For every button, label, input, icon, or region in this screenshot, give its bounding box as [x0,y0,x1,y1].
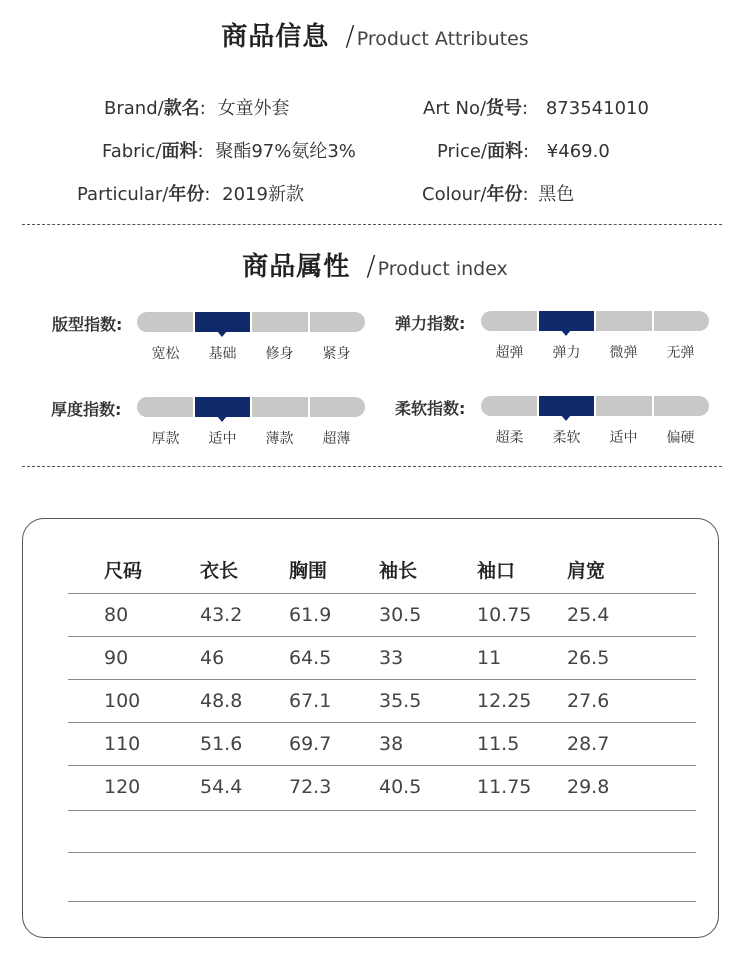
attr-art-no-cn: 货号 [486,98,523,119]
thickness-option: 适中 [208,431,237,447]
elastic-option: 弹力 [552,345,581,361]
attr-fabric-sep: : [197,141,204,162]
softness-index-label: 柔软指数: [395,399,466,418]
table-cell: 38 [379,733,404,755]
table-row [68,722,696,765]
fit-option: 宽松 [151,346,180,362]
elastic-option: 超弹 [495,345,524,361]
size-table-header [68,545,696,593]
fit-index-bar [137,312,365,332]
table-cell: 120 [104,776,141,798]
fit-segment [195,312,251,332]
table-cell: 51.6 [200,733,243,755]
table-cell: 11.5 [477,733,520,755]
title-cn: 商品信息 [221,22,330,52]
attr-price-en: Price/ [437,141,487,162]
table-cell: 11.75 [477,776,532,798]
attr-art-no-en: Art No/ [423,98,487,119]
table-cell: 11 [477,647,502,669]
header-size: 尺码 [104,559,143,582]
table-cell: 72.3 [289,776,332,798]
table-row [68,765,696,808]
table-cell: 10.75 [477,604,532,626]
table-empty-rule [68,810,696,811]
attr-art-no [423,94,649,120]
table-cell: 90 [104,647,129,669]
table-cell: 40.5 [379,776,422,798]
title-slash: / [345,19,355,52]
table-cell: 46 [200,647,225,669]
table-row [68,679,696,722]
index-title-en: Product index [377,258,508,280]
attr-fabric-en: Fabric/ [102,141,162,162]
attr-art-no-value: 873541010 [545,98,649,119]
attr-price-cn: 面料 [486,141,523,162]
thickness-segment [252,397,308,417]
header-length: 衣长 [200,559,239,582]
softness-option: 适中 [609,430,638,446]
attr-particular [77,180,304,206]
divider-top [22,224,722,225]
attr-colour-sep: : [522,184,529,205]
table-cell: 27.6 [567,690,610,712]
thickness-option: 超薄 [322,431,351,447]
attr-price-value: ¥469.0 [546,141,610,162]
elastic-segment [654,311,710,331]
attr-particular-value: 2019新款 [222,184,304,205]
attr-particular-en: Particular/ [77,184,169,205]
thickness-index-options [137,428,365,448]
fit-segment [252,312,308,332]
thickness-segment [137,397,193,417]
softness-segment [596,396,652,416]
product-index-title [0,246,750,283]
table-cell: 12.25 [477,690,532,712]
table-empty-rule [68,901,696,902]
softness-option: 柔软 [552,430,581,446]
table-cell: 25.4 [567,604,610,626]
header-bust: 胸围 [289,559,328,582]
attr-colour-en: Colour/ [422,184,487,205]
table-cell: 80 [104,604,129,626]
table-cell: 64.5 [289,647,332,669]
fit-option: 基础 [208,346,237,362]
softness-segment [481,396,537,416]
fit-index-label: 版型指数: [52,315,123,334]
thickness-option: 厚款 [151,431,180,447]
attr-price [437,137,610,163]
attr-colour [422,180,574,206]
attr-brand-cn: 款名 [163,98,200,119]
thickness-index-bar [137,397,365,417]
table-cell: 29.8 [567,776,610,798]
attr-particular-cn: 年份 [168,184,205,205]
index-title-cn: 商品属性 [242,252,351,282]
softness-option: 超柔 [495,430,524,446]
table-cell: 28.7 [567,733,610,755]
attr-brand-en: Brand/ [104,98,164,119]
table-cell: 33 [379,647,404,669]
fit-option: 紧身 [322,346,351,362]
attr-price-sep: : [522,141,530,162]
table-cell: 35.5 [379,690,422,712]
fit-option: 修身 [265,346,294,362]
header-sleeve-length: 袖长 [379,559,418,582]
attr-fabric [102,137,356,163]
softness-option: 偏硬 [666,430,695,446]
attr-brand-sep: : [199,98,206,119]
elastic-index-options [481,342,709,362]
elastic-segment [481,311,537,331]
attr-brand-value: 女童外套 [217,98,290,119]
table-cell: 67.1 [289,690,332,712]
attr-brand [104,94,290,120]
table-cell: 110 [104,733,141,755]
thickness-option: 薄款 [265,431,294,447]
fit-segment [137,312,193,332]
table-cell: 54.4 [200,776,243,798]
attr-fabric-cn: 面料 [161,141,198,162]
attr-art-no-sep: : [522,98,529,119]
title-en: Product Attributes [356,28,529,50]
attr-particular-sep: : [204,184,211,205]
attr-colour-cn: 年份 [486,184,523,205]
divider-bottom [22,466,722,467]
table-cell: 48.8 [200,690,243,712]
table-cell: 30.5 [379,604,422,626]
table-cell: 100 [104,690,141,712]
softness-index-options [481,427,709,447]
elastic-segment [596,311,652,331]
elastic-index-label: 弹力指数: [395,314,466,333]
size-table [68,545,696,808]
index-title-slash: / [366,249,376,282]
table-cell: 69.7 [289,733,332,755]
table-row [68,636,696,679]
softness-segment [539,396,595,416]
table-cell: 26.5 [567,647,610,669]
softness-segment [654,396,710,416]
fit-segment [310,312,366,332]
softness-index-bar [481,396,709,416]
product-attributes-title [0,16,750,53]
elastic-index-bar [481,311,709,331]
fit-index-options [137,343,365,363]
table-row [68,593,696,636]
thickness-index-label: 厚度指数: [51,400,122,419]
attr-fabric-value: 聚酯97%氨纶3% [215,141,356,162]
attr-colour-value: 黑色 [538,184,575,205]
table-empty-rule [68,852,696,853]
table-cell: 61.9 [289,604,332,626]
elastic-segment [539,311,595,331]
table-cell: 43.2 [200,604,243,626]
thickness-segment [195,397,251,417]
header-shoulder: 肩宽 [567,559,606,582]
elastic-option: 无弹 [666,345,695,361]
header-cuff: 袖口 [477,559,516,582]
elastic-option: 微弹 [609,345,638,361]
thickness-segment [310,397,366,417]
